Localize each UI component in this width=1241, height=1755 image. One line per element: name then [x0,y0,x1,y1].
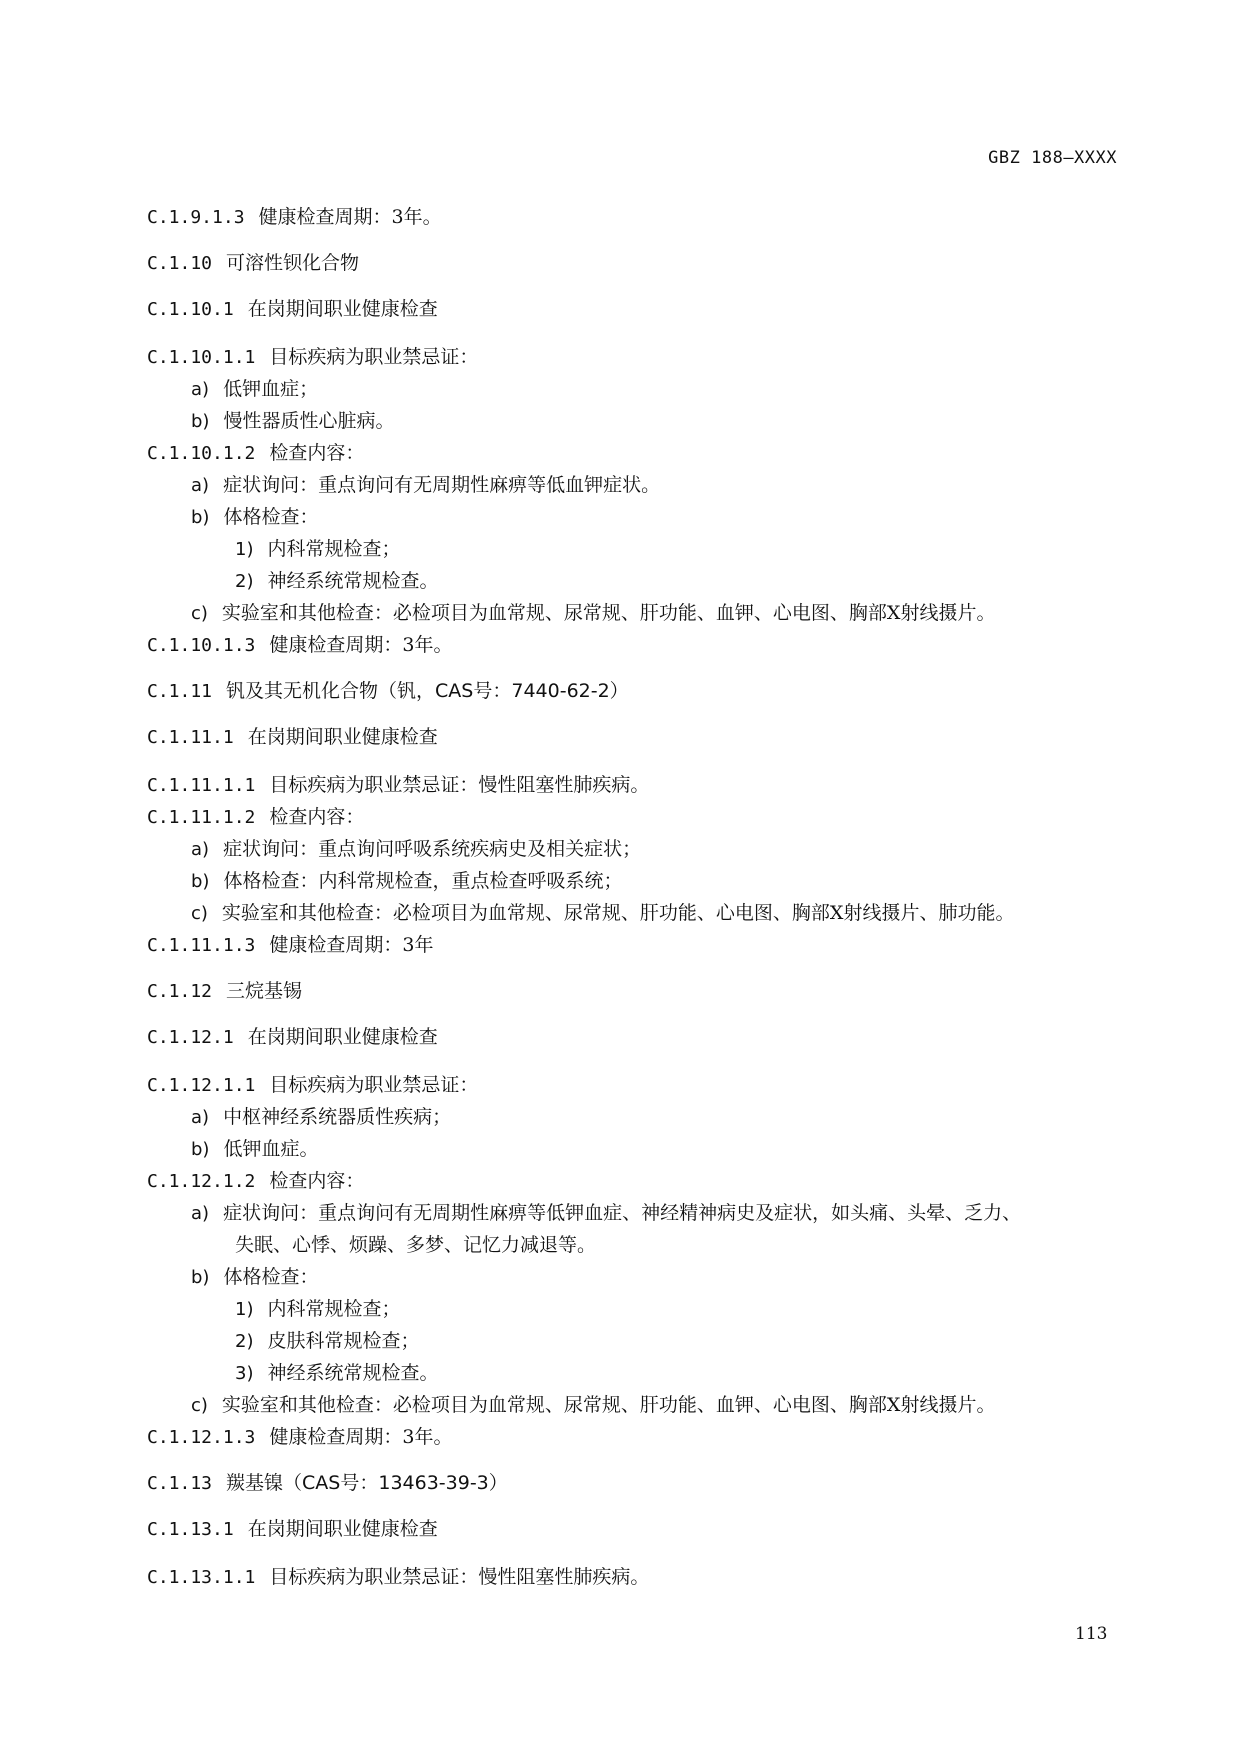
clause-line: C.1.12.1.1 目标疾病为职业禁忌证： [147,1074,479,1096]
list-item: b) 体格检查： [191,1266,319,1288]
list-item: a) 症状询问：重点询问有无周期性麻痹等低血钾症状。 [191,474,661,496]
section-heading: C.1.13 羰基镍（CAS号：13463-39-3） [147,1472,508,1494]
section-heading: C.1.12 三烷基锡 [147,980,303,1002]
sub-list-item: 2) 神经系统常规检查。 [235,570,439,592]
section-heading: C.1.10 可溶性钡化合物 [147,252,360,274]
clause-line: C.1.11.1.2 检查内容： [147,806,365,828]
document-code: GBZ 188—XXXX [988,148,1117,168]
sub-list-item: 1) 内科常规检查； [235,538,401,560]
sub-list-item: 2) 皮肤科常规检查； [235,1330,420,1352]
clause-line: C.1.12.1.3 健康检查周期：3年。 [147,1426,453,1448]
clause-line: C.1.10.1.3 健康检查周期：3年。 [147,634,453,656]
sub-list-item: 3) 神经系统常规检查。 [235,1362,439,1384]
section-heading: C.1.11 钒及其无机化合物（钒，CAS号：7440-62-2） [147,680,629,702]
page-number: 113 [1075,1624,1108,1644]
clause-line: C.1.13.1.1 目标疾病为职业禁忌证：慢性阻塞性肺疾病。 [147,1566,650,1588]
clause-line: C.1.11.1.1 目标疾病为职业禁忌证：慢性阻塞性肺疾病。 [147,774,650,796]
clause-line: C.1.11.1.3 健康检查周期：3年 [147,934,434,956]
list-item: b) 低钾血症。 [191,1138,319,1160]
list-item: a) 低钾血症； [191,378,319,400]
clause-line: C.1.10.1.1 目标疾病为职业禁忌证： [147,346,479,368]
list-item: c) 实验室和其他检查：必检项目为血常规、尿常规、肝功能、心电图、胸部X射线摄片、肺功能。 [191,902,1015,924]
list-item-continuation: 失眠、心悸、烦躁、多梦、记忆力减退等。 [235,1234,597,1256]
list-item: b) 慢性器质性心脏病。 [191,410,395,432]
subsection-heading: C.1.12.1 在岗期间职业健康检查 [147,1026,438,1048]
subsection-heading: C.1.11.1 在岗期间职业健康检查 [147,726,438,748]
subsection-heading: C.1.13.1 在岗期间职业健康检查 [147,1518,438,1540]
list-item: b) 体格检查： [191,506,319,528]
subsection-heading: C.1.10.1 在岗期间职业健康检查 [147,298,438,320]
clause-line: C.1.10.1.2 检查内容： [147,442,365,464]
list-item: c) 实验室和其他检查：必检项目为血常规、尿常规、肝功能、血钾、心电图、胸部X射线摄片。 [191,602,996,624]
list-item: a) 症状询问：重点询问有无周期性麻痹等低钾血症、神经精神病史及症状，如头痛、头晕、乏力、 [191,1202,1022,1224]
list-item: c) 实验室和其他检查：必检项目为血常规、尿常规、肝功能、血钾、心电图、胸部X射线摄片。 [191,1394,996,1416]
list-item: b) 体格检查：内科常规检查，重点检查呼吸系统； [191,870,623,892]
list-item: a) 中枢神经系统器质性疾病； [191,1106,452,1128]
clause-line: C.1.9.1.3 健康检查周期：3年。 [147,206,442,228]
clause-line: C.1.12.1.2 检查内容： [147,1170,365,1192]
list-item: a) 症状询问：重点询问呼吸系统疾病史及相关症状； [191,838,642,860]
sub-list-item: 1) 内科常规检查； [235,1298,401,1320]
